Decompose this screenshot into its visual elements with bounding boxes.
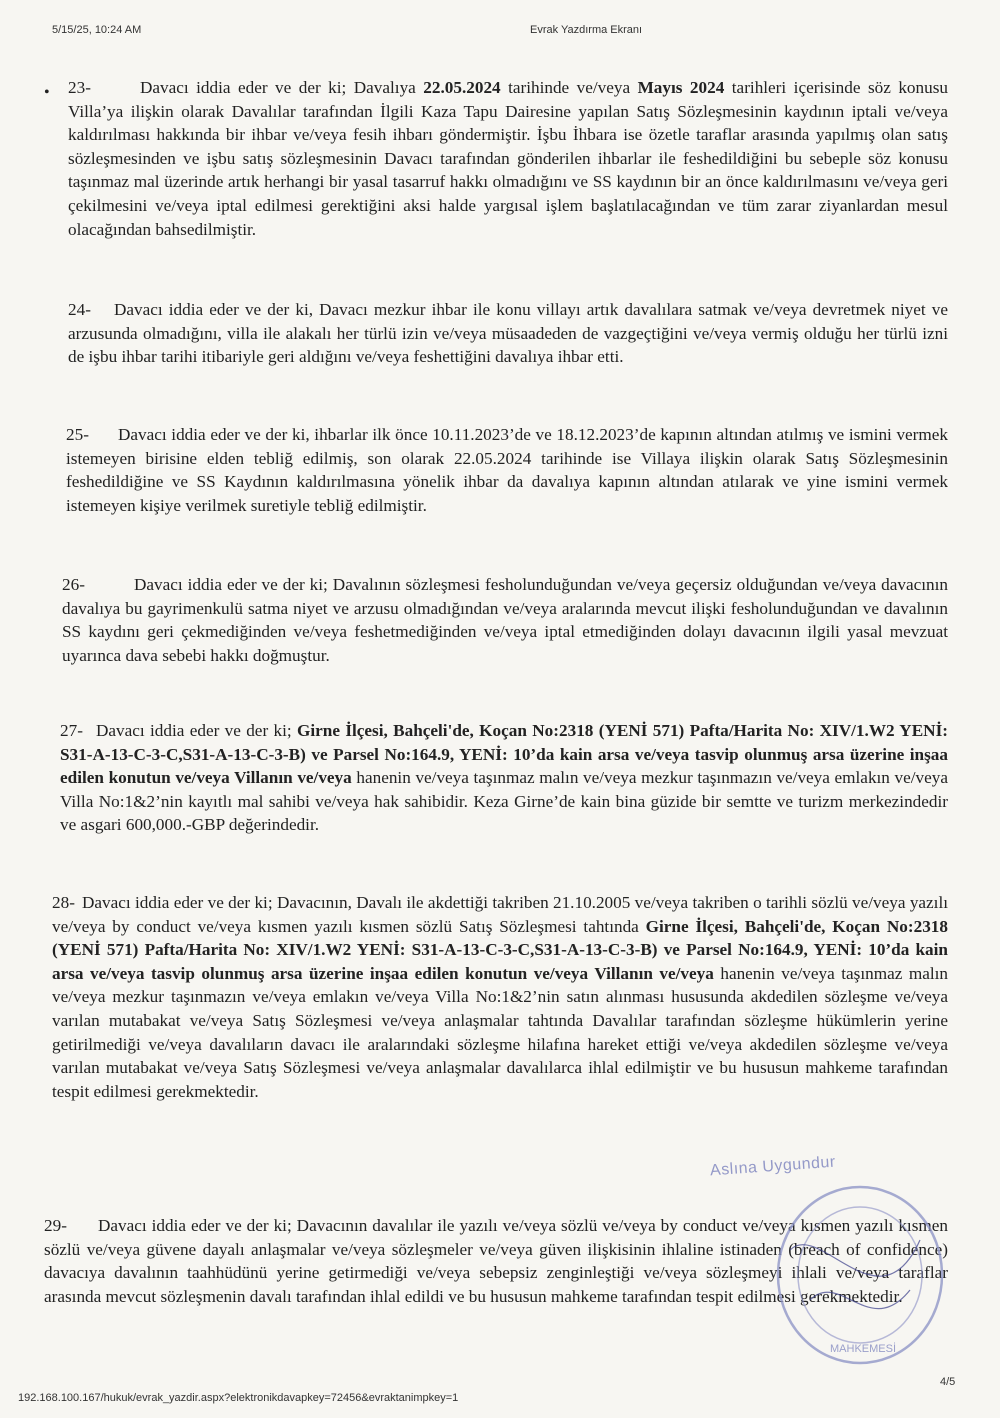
- paragraph-29: [44, 1214, 948, 1308]
- bullet-mark: •: [44, 84, 50, 101]
- paragraph-24: [68, 298, 948, 369]
- paragraph-number-25: 25-: [66, 425, 89, 444]
- p23-text-3: tarihleri: [724, 78, 787, 97]
- p28-property-description: Girne İlçesi, Bahçeli'de, Koçan No:2318 (YENİ 571) Pafta/Harita No: XIV/1.W2 YENİ: S31-A-13-C-3-C,S31-A-13-C-3-B) ve Parsel No:164.9, YENİ: 10’da kain arsa ve/veya tasvip olunmuş arsa üzerine inşaa edilen konutun ve/veya Villanın ve/veya: [52, 916, 948, 983]
- p25-text: Davacı iddia eder ve der ki, ihbarlar ilk önce 10.11.2023’de ve 18.12.2023’de kapının altından atılmış ve ismini vermek istemeyen birisine elden tebliğ edilmiş, son olarak 22.05.2024 tarihinde ise Villaya ilişkin olarak Satış Sözleşmesinin feshedildiğine ve SS Kaydının kaldırılmasına yönelik ihbar da davalıya kapının altından atılarak ve yine ismini vermek istemeyen kişiye verilmek suretiyle tebliğ edilmiştir.: [66, 425, 948, 515]
- paragraph-number-28: 28-: [52, 893, 75, 912]
- p23-text-body: içerisinde söz konusu Villa’ya ilişkin olarak Davalılar tarafından İlgili Kaza Tapu Dairesine yapılan Satış Sözleşmesinin kaydının iptali ve/veya kaldırılması hakkında bir ihbar ve/veya fesih ihbarı göndermiştir. İşbu İhbara ise özetle taraflar arasında yapılmış olan satış sözleşmesinden ve işbu satış sözleşmesinin Davacı tarafından gönderilen ihbarlar ile feshedildiğini bu sebeple söz konusu taşınmaz mal üzerinde artık herhangi bir yasal tasarruf hakkı olmadığını ve SS kaydının bir an önce kaldırılmasını ve/veya geri çekilmesini ve/veya iptal edilmesi gerektiğini aksi halde yargısal işlem başlatılacağından ve tüm zarar ziyanlardan mesul olacağından bahsedilmiştir.: [68, 78, 948, 239]
- paragraph-23: [68, 76, 948, 241]
- p28-intro: Davacı iddia eder ve der ki; Davacının, Davalı ile akdettiği takriben 21.10.2005 ve/veya takriben o tarihli sözlü ve/veya yazılı ve/veya by conduct ve/veya kısmen yazılı kısmen sözlü Satış Sözleşmesi tahtında: [52, 893, 948, 936]
- p26-text: Davacı iddia eder ve der ki; Davalının sözleşmesi fesholunduğundan ve/veya geçersiz olduğundan ve/veya davacının davalıya bu gayrimenkulü satma niyet ve arzusu olmadığından ve/veya aralarında mevcut ilişki fesholunduğundan ve davalının SS kaydını geri çekmediğinden ve/veya feshetmediğinden ve/veya iptal etmediğinden dolayı davacının ilgili yasal mevzuat uyarınca dava sebebi hakkı doğmuştur.: [62, 575, 948, 665]
- print-datetime: 5/15/25, 10:24 AM: [52, 24, 142, 36]
- p27-text-body: hanenin ve/veya taşınmaz malın ve/veya mezkur taşınmazın ve/veya emlakın ve/veya Villa No:1&2’nin kayıtlı mal sahibi ve/veya hak sahibidir. Keza Girne’de kain bina güzide bir semtte ve turizm merkezindedir ve asgari 600,000.-GBP değerindedir.: [60, 768, 948, 835]
- p23-text-1: Davacı iddia eder ve der ki; Davalıya: [140, 78, 424, 97]
- certified-copy-stamp: Aslına Uygundur: [709, 1153, 837, 1180]
- p23-text-2: tarihinde ve/veya: [500, 78, 638, 97]
- paragraph-25: [66, 423, 948, 517]
- print-screen-title: Evrak Yazdırma Ekranı: [530, 24, 643, 36]
- p27-property-description: Girne İlçesi, Bahçeli'de, Koçan No:2318 (YENİ 571) Pafta/Harita No: XIV/1.W2 YENİ: S31-A-13-C-3-C,S31-A-13-C-3-B) ve Parsel No:164.9, YENİ: 10’da kain arsa ve/veya tasvip olunmuş arsa üzerine inşaa edilen konutun ve/veya Villanın ve/veya: [60, 721, 949, 788]
- paragraph-number-24: 24-: [68, 300, 91, 319]
- paragraph-28: [52, 891, 948, 1103]
- p27-intro: Davacı iddia eder ve der ki;: [96, 721, 298, 740]
- paragraph-number-26: 26-: [62, 575, 85, 594]
- p28-text-body: hanenin ve/veya taşınmaz malın ve/veya mezkur taşınmazın ve/veya emlakın ve/veya Villa No:1&2’nin satın alınması hususunda akdedilen sözleşme ve/veya varılan mutabakat ve/veya Satış Sözleşmesi ve/veya anlaşmalar tahtında Davalılar tarafından sözleşme hükümlerin yerine getirilmediği ve/veya davalıların davacı ile aralarındaki sözleşme hilafına hareket ettiği ve/veya akdedilen sözleşme ve/veya varılan mutabakat ve/veya Satış Sözleşmesi ve/veya anlaşmalar davalılarca ihlal edilmiştir ve bu hususun mahkeme tarafından tespit edilmesi gerekmektedir.: [52, 963, 948, 1101]
- paragraph-number-27: 27-: [60, 721, 83, 740]
- paragraph-number-29: 29-: [44, 1216, 67, 1235]
- p29-text: Davacı iddia eder ve der ki; Davacının davalılar ile yazılı ve/veya sözlü ve/veya by conduct ve/veya kısmen yazılı kısmen sözlü ve/veya güvene dayalı anlaşmalar ve/veya sözleşmeler ve/veya güven ilişkisinin ihlaline istinaden (breach of confidence) davacıya davalının taahhüdünü yerine getirmediği ve/veya sebepsiz zenginleştiği ve/veya sözleşmeyi ihlali ve/veya taraflar arasında mevcut sözleşmenin davalı tarafından ihlal edildi ve bu hususun mahkeme tarafından tespit edilmesi gerekmektedir.: [44, 1216, 948, 1306]
- p23-month: Mayıs 2024: [637, 78, 725, 97]
- page-number: 4/5: [940, 1376, 956, 1388]
- p24-text: Davacı iddia eder ve der ki, Davacı mezkur ihbar ile konu villayı artık davalılara satmak ve/veya devretmek niyet ve arzusunda olmadığını, villa ile alakalı her türlü izin ve/veya müsaadeden de vazgeçtiğini ve/veya vermiş olduğu her türlü izni de işbu ihbar tarihi itibariyle geri aldığını ve/veya feshettiğini davalıya ihbar etti.: [68, 300, 948, 367]
- paragraph-number-23: 23-: [68, 78, 91, 97]
- page-url: 192.168.100.167/hukuk/evrak_yazdir.aspx?elektronikdavapkey=72456&evraktanimpkey=1: [18, 1392, 459, 1404]
- seal-label: MAHKEMESİ: [830, 1343, 897, 1355]
- paragraph-26: [62, 573, 948, 667]
- p23-date: 22.05.2024: [423, 78, 501, 97]
- paragraph-27: [60, 719, 948, 837]
